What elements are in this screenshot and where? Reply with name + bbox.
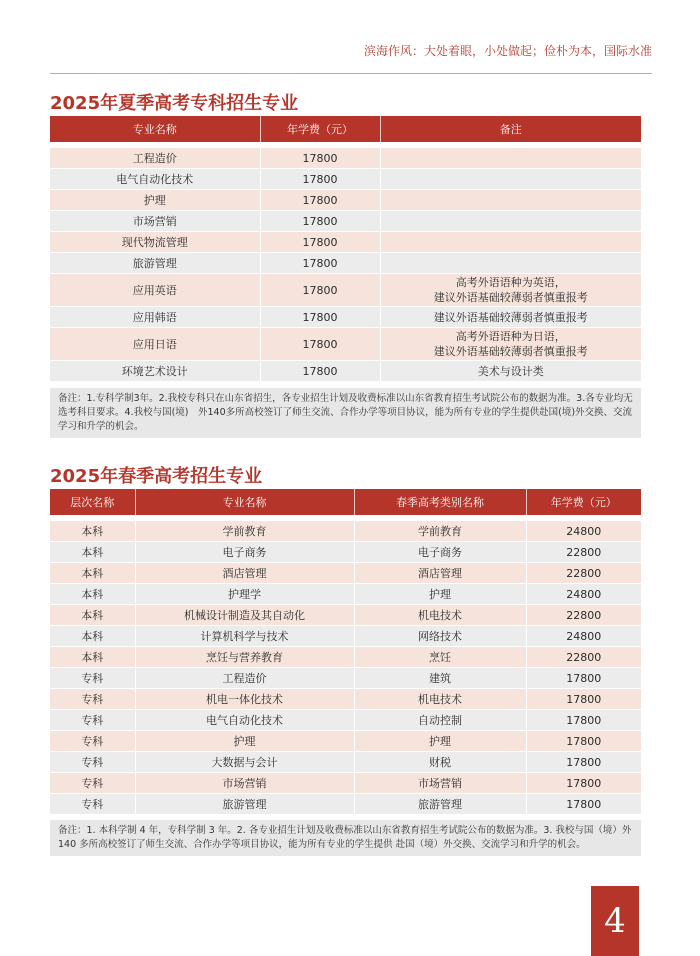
table-row — [50, 647, 641, 668]
table-row — [50, 794, 641, 815]
level: 本科 — [50, 563, 135, 584]
table-row — [50, 307, 641, 328]
major-name: 大数据与会计 — [135, 752, 354, 773]
remark — [380, 274, 641, 307]
major-name: 旅游管理 — [50, 253, 260, 274]
table-row — [50, 148, 641, 169]
header-divider — [50, 73, 652, 74]
tuition: 17800 — [260, 211, 380, 232]
column-header: 年学费（元） — [260, 116, 380, 142]
column-header: 备注 — [380, 116, 641, 142]
tuition: 22800 — [526, 563, 641, 584]
table-row — [50, 190, 641, 211]
table-row — [50, 626, 641, 647]
table-row — [50, 668, 641, 689]
remark-line: 高考外语语种为日语， — [455, 330, 566, 343]
table-row — [50, 274, 641, 307]
category: 机电技术 — [354, 605, 526, 626]
header-motto: 滨海作风：大处着眼，小处做起；俭朴为本，国际水准 — [363, 44, 652, 58]
major-name: 应用英语 — [50, 274, 260, 307]
level: 专科 — [50, 689, 135, 710]
remark — [380, 328, 641, 361]
remark — [380, 148, 641, 169]
column-header: 专业名称 — [50, 116, 260, 142]
tuition: 17800 — [260, 361, 380, 382]
tuition: 17800 — [526, 710, 641, 731]
category: 财税 — [354, 752, 526, 773]
level: 专科 — [50, 668, 135, 689]
category: 市场营销 — [354, 773, 526, 794]
remark — [380, 169, 641, 190]
table-row — [50, 710, 641, 731]
category: 学前教育 — [354, 521, 526, 542]
major-name: 机电一体化技术 — [135, 689, 354, 710]
table-row — [50, 689, 641, 710]
column-header: 专业名称 — [135, 489, 354, 515]
major-name: 工程造价 — [50, 148, 260, 169]
table-row — [50, 361, 641, 382]
summer-section-title: 2025年夏季高考专科招生专业 — [50, 93, 299, 114]
level: 本科 — [50, 542, 135, 563]
remark-line: 高考外语语种为英语， — [455, 276, 566, 289]
major-name: 电气自动化技术 — [135, 710, 354, 731]
summer-note: 备注：1.专科学制3年。2.我校专科只在山东省招生，各专业招生计划及收费标准以山东省教育招生考试院公布的数据为准。3.各专业均无选考科目要求。4.我校与国(境) 外140多所高校签订了师生交流、合作办学等项目协议，能为所有专业的学生提供赴国(境)外交换、交流学习和升学的机会。 — [50, 388, 641, 438]
level: 专科 — [50, 794, 135, 815]
spring-note: 备注：1. 本科学制 4 年，专科学制 3 年。2. 各专业招生计划及收费标准以山东省教育招生考试院公布的数据为准。3. 我校与国（境）外 140 多所高校签订了师生交流、合作办学等项目协议，能为所有专业的学生提供 赴国（境）外交换、交流学习和升学的机会。 — [50, 820, 641, 856]
table-header-row — [50, 489, 641, 515]
tuition: 22800 — [526, 605, 641, 626]
spring-majors-table — [50, 489, 641, 815]
tuition: 17800 — [260, 328, 380, 361]
remark — [380, 190, 641, 211]
tuition: 17800 — [260, 148, 380, 169]
tuition: 17800 — [260, 232, 380, 253]
tuition: 17800 — [526, 668, 641, 689]
major-name: 护理学 — [135, 584, 354, 605]
major-name: 酒店管理 — [135, 563, 354, 584]
table-row — [50, 169, 641, 190]
tuition: 22800 — [526, 647, 641, 668]
level: 本科 — [50, 626, 135, 647]
level: 本科 — [50, 605, 135, 626]
category: 机电技术 — [354, 689, 526, 710]
major-name: 学前教育 — [135, 521, 354, 542]
table-row — [50, 253, 641, 274]
major-name: 现代物流管理 — [50, 232, 260, 253]
level: 专科 — [50, 752, 135, 773]
tuition: 24800 — [526, 521, 641, 542]
category: 建筑 — [354, 668, 526, 689]
level: 专科 — [50, 710, 135, 731]
tuition: 17800 — [260, 274, 380, 307]
table-row — [50, 211, 641, 232]
category: 自动控制 — [354, 710, 526, 731]
major-name: 烹饪与营养教育 — [135, 647, 354, 668]
major-name: 应用韩语 — [50, 307, 260, 328]
tuition: 17800 — [526, 752, 641, 773]
major-name: 环境艺术设计 — [50, 361, 260, 382]
tuition: 17800 — [260, 190, 380, 211]
remark-line: 建议外语基础较薄弱者慎重报考 — [433, 291, 588, 304]
major-name: 旅游管理 — [135, 794, 354, 815]
major-name: 工程造价 — [135, 668, 354, 689]
level: 本科 — [50, 521, 135, 542]
level: 本科 — [50, 584, 135, 605]
major-name: 电子商务 — [135, 542, 354, 563]
table-header-row — [50, 116, 641, 142]
category: 网络技术 — [354, 626, 526, 647]
major-name: 市场营销 — [50, 211, 260, 232]
major-name: 护理 — [135, 731, 354, 752]
table-row — [50, 542, 641, 563]
tuition: 24800 — [526, 584, 641, 605]
major-name: 电气自动化技术 — [50, 169, 260, 190]
tuition: 22800 — [526, 542, 641, 563]
column-header: 春季高考类别名称 — [354, 489, 526, 515]
tuition: 17800 — [526, 731, 641, 752]
major-name: 计算机科学与技术 — [135, 626, 354, 647]
tuition: 17800 — [260, 253, 380, 274]
tuition: 17800 — [526, 794, 641, 815]
category: 旅游管理 — [354, 794, 526, 815]
major-name: 机械设计制造及其自动化 — [135, 605, 354, 626]
summer-majors-table — [50, 116, 641, 382]
table-row — [50, 773, 641, 794]
level: 本科 — [50, 647, 135, 668]
remark — [380, 232, 641, 253]
table-row — [50, 731, 641, 752]
major-name: 护理 — [50, 190, 260, 211]
level: 专科 — [50, 731, 135, 752]
tuition: 17800 — [526, 689, 641, 710]
tuition: 24800 — [526, 626, 641, 647]
table-row — [50, 752, 641, 773]
remark: 美术与设计类 — [380, 361, 641, 382]
category: 烹饪 — [354, 647, 526, 668]
major-name: 应用日语 — [50, 328, 260, 361]
table-row — [50, 605, 641, 626]
remark — [380, 211, 641, 232]
remark — [380, 253, 641, 274]
tuition: 17800 — [260, 307, 380, 328]
column-header: 层次名称 — [50, 489, 135, 515]
table-row — [50, 521, 641, 542]
tuition: 17800 — [526, 773, 641, 794]
category: 护理 — [354, 731, 526, 752]
table-row — [50, 328, 641, 361]
major-name: 市场营销 — [135, 773, 354, 794]
column-header: 年学费（元） — [526, 489, 641, 515]
category: 护理 — [354, 584, 526, 605]
tuition: 17800 — [260, 169, 380, 190]
table-row — [50, 563, 641, 584]
table-row — [50, 584, 641, 605]
remark-line: 建议外语基础较薄弱者慎重报考 — [433, 345, 588, 358]
level: 专科 — [50, 773, 135, 794]
table-row — [50, 232, 641, 253]
page-number: 4 — [591, 886, 639, 956]
category: 酒店管理 — [354, 563, 526, 584]
spring-section-title: 2025年春季高考招生专业 — [50, 466, 263, 487]
remark: 建议外语基础较薄弱者慎重报考 — [380, 307, 641, 328]
category: 电子商务 — [354, 542, 526, 563]
